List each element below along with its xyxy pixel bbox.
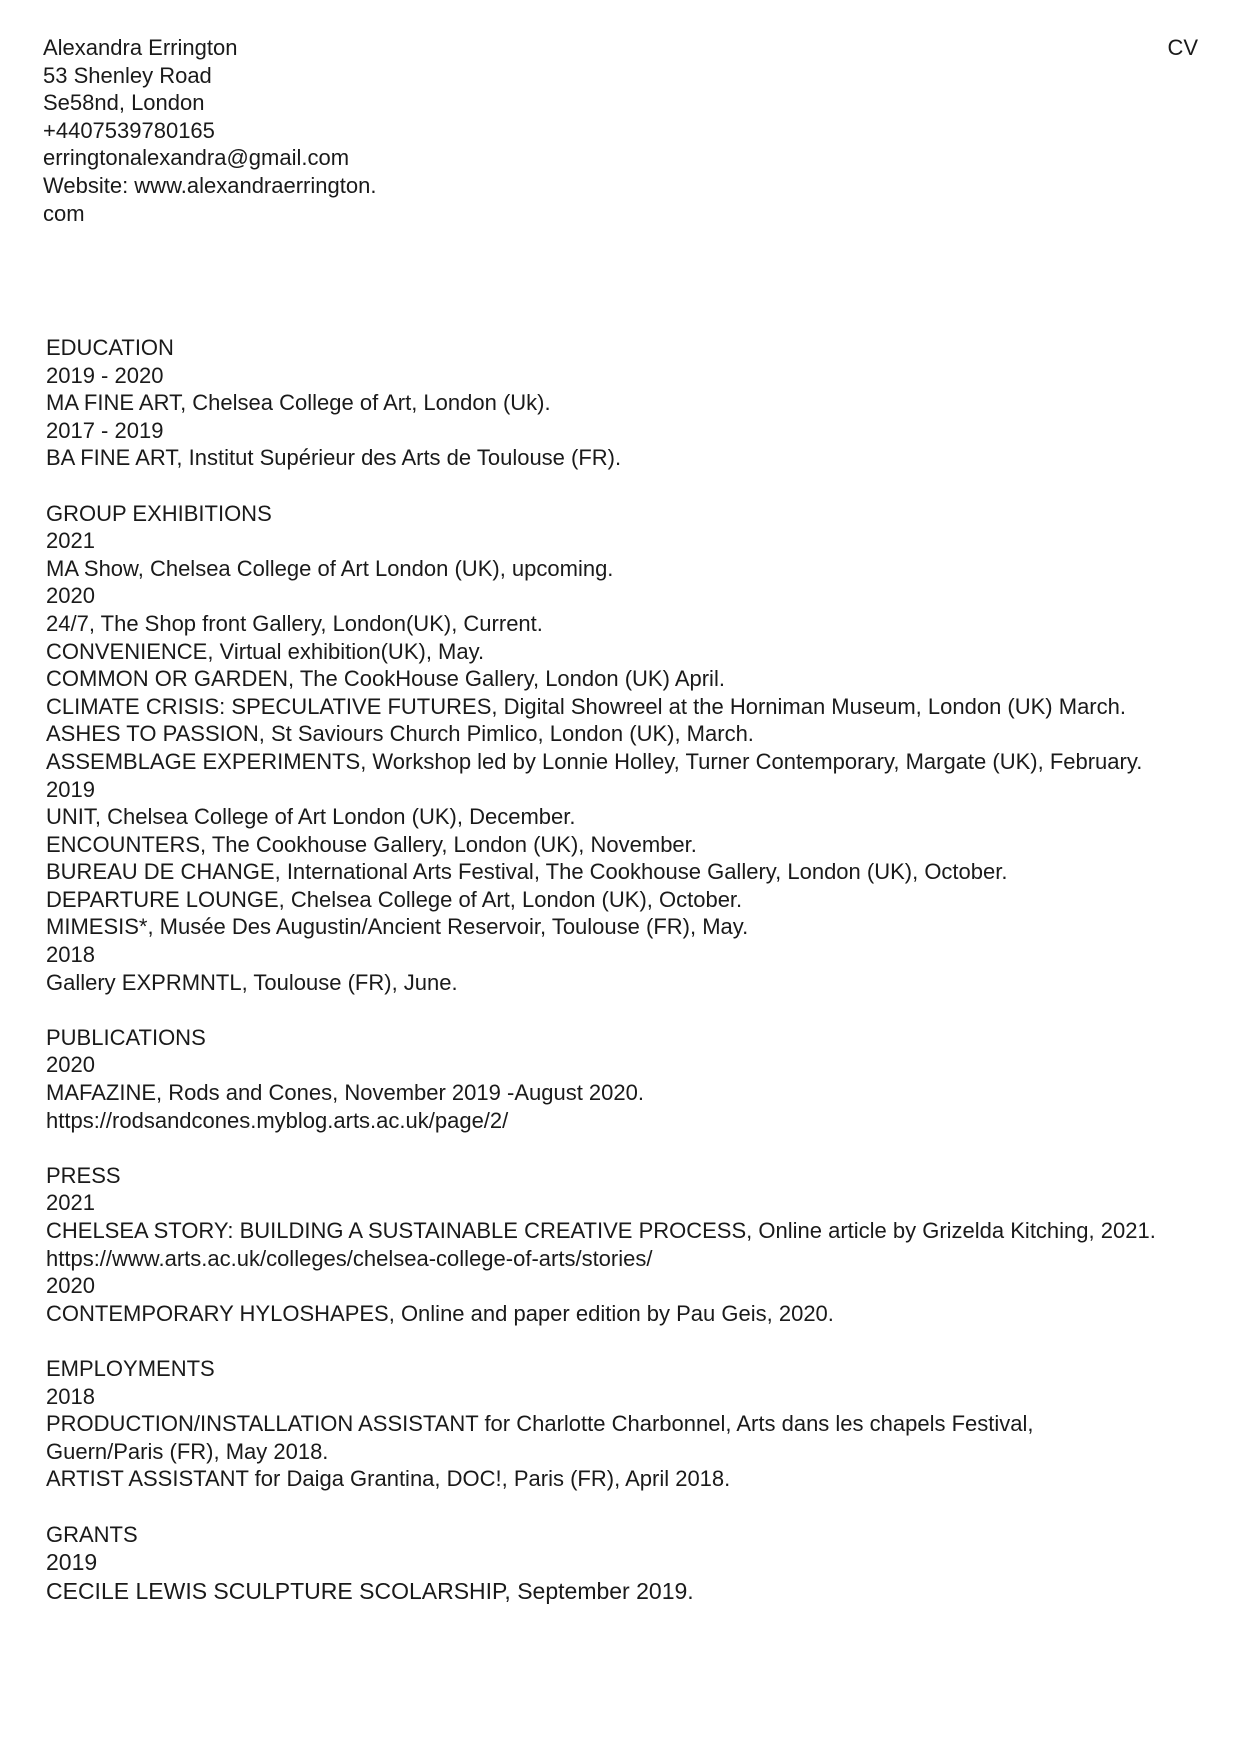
section-heading: GROUP EXHIBITIONS [46,500,272,526]
grant-entry: CECILE LEWIS SCULPTURE SCOLARSHIP, September 2019. [46,1578,694,1605]
exhibition-entry: CLIMATE CRISIS: SPECULATIVE FUTURES, Digital Showreel at the Horniman Museum, London (UK) March. [46,693,1126,719]
website-line-1: Website: www.alexandraerrington. [43,172,377,198]
exhibition-entry: DEPARTURE LOUNGE, Chelsea College of Art, London (UK), October. [46,886,743,912]
grant-entry: 2019 [46,1549,98,1576]
exhibition-entry: 2020 [46,583,95,609]
grants-section [46,1521,1156,1607]
education-entry: 2017 - 2019 [46,417,164,443]
exhibition-entry: COMMON OR GARDEN, The CookHouse Gallery, London (UK) April. [46,666,725,692]
exhibition-entry: 2019 [46,776,95,802]
press-link: https://www.arts.ac.uk/colleges/chelsea-college-of-arts/stories/ [46,1245,653,1271]
section-heading: EMPLOYMENTS [46,1355,215,1381]
section-heading: PRESS [46,1162,121,1188]
education-entry: 2019 - 2020 [46,362,164,388]
phone-number: +4407539780165 [43,117,215,143]
section-heading: EDUCATION [46,335,174,360]
cv-title: CV [1167,35,1198,60]
press-entry: CHELSEA STORY: BUILDING A SUSTAINABLE CREATIVE PROCESS, Online article by Grizelda Kitching, 2021. [46,1218,1156,1243]
group-exhibitions-section [46,500,1156,997]
employments-section [46,1355,1156,1493]
address-line-2: Se58nd, London [43,90,205,116]
exhibition-entry: 2021 [46,528,95,554]
press-section [46,1162,1156,1328]
section-heading: GRANTS [46,1521,138,1547]
press-entry: 2021 [46,1190,95,1216]
publication-entry: 2020 [46,1052,95,1078]
press-entry: 2020 [46,1273,95,1299]
education-section [46,334,1156,472]
exhibition-entry: Gallery EXPRMNTL, Toulouse (FR), June. [46,969,458,995]
employment-entry: ARTIST ASSISTANT for Daiga Grantina, DOC!, Paris (FR), April 2018. [46,1466,731,1492]
exhibition-entry: ASSEMBLAGE EXPERIMENTS, Workshop led by Lonnie Holley, Turner Contemporary, Margate (UK), February. [46,748,1143,774]
exhibition-entry: MIMESIS*, Musée Des Augustin/Ancient Reservoir, Toulouse (FR), May. [46,914,749,940]
contact-header [43,34,376,227]
exhibition-entry: ASHES TO PASSION, St Saviours Church Pimlico, London (UK), March. [46,721,754,747]
cv-content [46,334,1156,1634]
education-entry: MA FINE ART, Chelsea College of Art, London (Uk). [46,390,551,416]
exhibition-entry: 24/7, The Shop front Gallery, London(UK), Current. [46,610,543,636]
exhibition-entry: 2018 [46,942,95,968]
exhibition-entry: MA Show, Chelsea College of Art London (UK), upcoming. [46,555,614,581]
website-line-2: com [43,200,85,226]
employment-entry: Guern/Paris (FR), May 2018. [46,1438,329,1464]
author-name: Alexandra Errington [43,35,238,60]
exhibition-entry: BUREAU DE CHANGE, International Arts Festival, The Cookhouse Gallery, London (UK), October. [46,859,1008,885]
email-address: erringtonalexandra@gmail.com [43,145,350,171]
employment-entry: 2018 [46,1383,95,1409]
publication-entry: MAFAZINE, Rods and Cones, November 2019 -August 2020. [46,1080,644,1106]
press-entry: CONTEMPORARY HYLOSHAPES, Online and paper edition by Pau Geis, 2020. [46,1300,834,1326]
exhibition-entry: ENCOUNTERS, The Cookhouse Gallery, London (UK), November. [46,831,697,857]
publication-link: https://rodsandcones.myblog.arts.ac.uk/page/2/ [46,1107,509,1133]
employment-entry: PRODUCTION/INSTALLATION ASSISTANT for Charlotte Charbonnel, Arts dans les chapels Festival, [46,1411,1034,1437]
publications-section [46,1024,1156,1134]
education-entry: BA FINE ART, Institut Supérieur des Arts de Toulouse (FR). [46,445,622,471]
section-heading: PUBLICATIONS [46,1024,206,1050]
address-line-1: 53 Shenley Road [43,62,212,88]
exhibition-entry: UNIT, Chelsea College of Art London (UK), December. [46,804,576,830]
exhibition-entry: CONVENIENCE, Virtual exhibition(UK), May. [46,638,485,664]
